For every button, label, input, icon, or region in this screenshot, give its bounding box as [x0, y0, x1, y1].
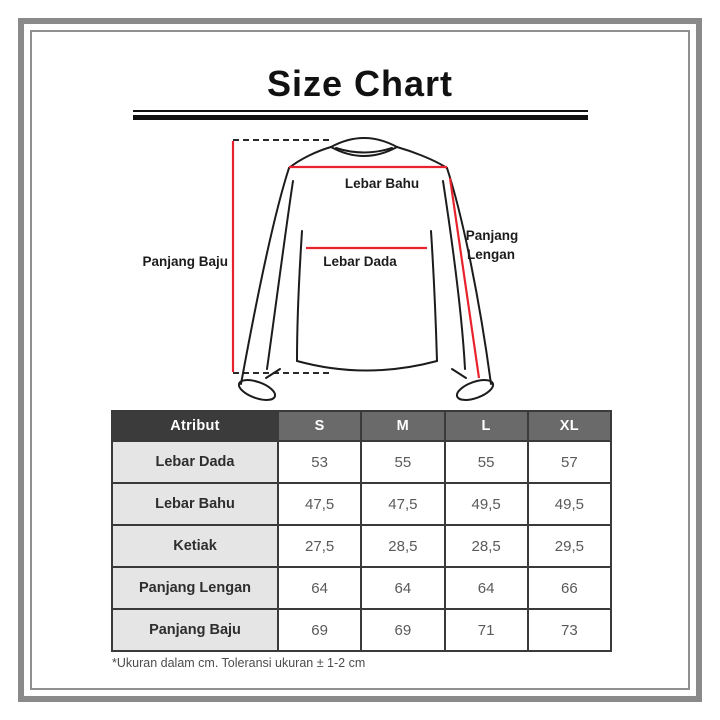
size-value: 29,5	[528, 525, 611, 567]
size-value: 47,5	[278, 483, 361, 525]
title-divider	[133, 110, 588, 120]
size-value: 57	[528, 441, 611, 483]
size-value: 27,5	[278, 525, 361, 567]
size-value: 55	[361, 441, 444, 483]
col-header-xl: XL	[528, 411, 611, 441]
row-label: Ketiak	[112, 525, 278, 567]
size-value: 49,5	[445, 483, 528, 525]
size-value: 53	[278, 441, 361, 483]
table-row	[112, 567, 611, 609]
size-value: 73	[528, 609, 611, 651]
page-title: Size Chart	[266, 63, 454, 104]
size-value: 71	[445, 609, 528, 651]
size-value: 28,5	[445, 525, 528, 567]
table-header-row	[112, 411, 611, 441]
size-value: 28,5	[361, 525, 444, 567]
label-panjang-baju: Panjang Baju	[142, 254, 228, 269]
row-label: Lebar Bahu	[112, 483, 278, 525]
table-row	[112, 441, 611, 483]
size-value: 64	[445, 567, 528, 609]
size-chart-table	[111, 410, 612, 652]
row-label: Panjang Lengan	[112, 567, 278, 609]
table-row	[112, 609, 611, 651]
col-header-l: L	[445, 411, 528, 441]
table-row	[112, 525, 611, 567]
label-lebar-bahu: Lebar Bahu	[344, 176, 420, 191]
size-value: 69	[361, 609, 444, 651]
shirt-measurement-diagram	[130, 132, 590, 408]
size-value: 55	[445, 441, 528, 483]
size-value: 47,5	[361, 483, 444, 525]
divider-thick-line	[133, 115, 588, 120]
size-value: 69	[278, 609, 361, 651]
label-panjang-lengan-2: Lengan	[466, 247, 516, 262]
size-value: 49,5	[528, 483, 611, 525]
table-row	[112, 483, 611, 525]
table-body	[112, 441, 611, 651]
label-panjang-lengan-1: Panjang	[465, 228, 519, 243]
row-label: Lebar Dada	[112, 441, 278, 483]
size-value: 64	[278, 567, 361, 609]
size-value: 64	[361, 567, 444, 609]
col-header-m: M	[361, 411, 444, 441]
footnote: *Ukuran dalam cm. Toleransi ukuran ± 1-2 cm	[112, 656, 366, 670]
col-header-s: S	[278, 411, 361, 441]
size-value: 66	[528, 567, 611, 609]
col-header-atribut: Atribut	[112, 411, 278, 441]
row-label: Panjang Baju	[112, 609, 278, 651]
label-lebar-dada: Lebar Dada	[323, 254, 397, 269]
divider-thin-line	[133, 110, 588, 112]
